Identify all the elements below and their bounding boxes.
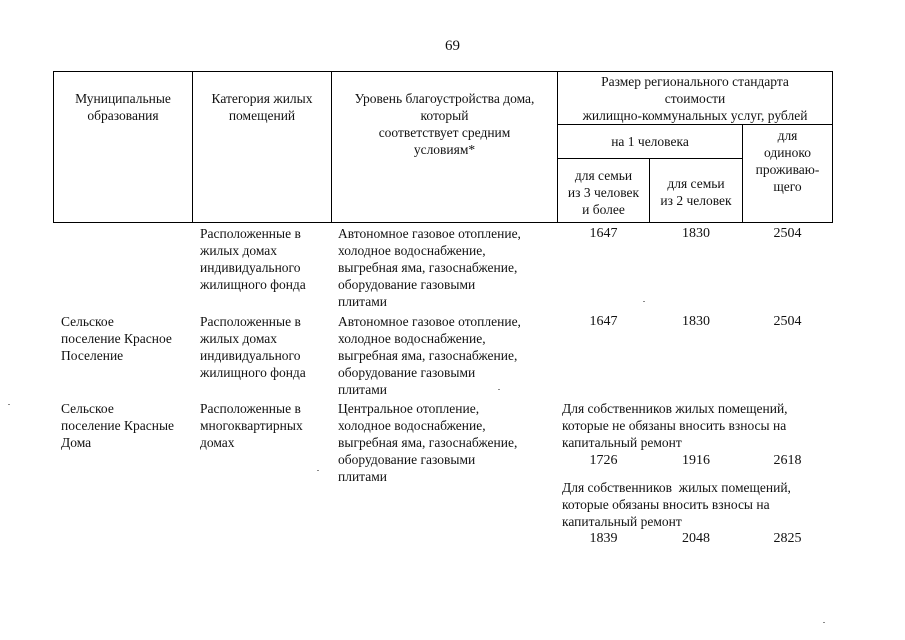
note-line: Для собственников жилых помещений, (562, 401, 788, 416)
cell-line: выгребная яма, газоснабжение, (338, 435, 518, 450)
row2-municipality (61, 313, 196, 364)
cell-line: плитами (338, 294, 388, 309)
subheader-border (557, 124, 833, 125)
row1-level (338, 225, 558, 310)
cell-line: оборудование газовыми (338, 452, 476, 467)
cell-line: Расположенные в (200, 314, 301, 329)
scan-speck (643, 301, 645, 302)
row3a-value-family2: 1916 (682, 453, 710, 468)
header-municipality (54, 90, 192, 124)
header-family2 (650, 175, 742, 209)
header-level (332, 90, 557, 158)
note-line: капитальный ремонт (562, 435, 682, 450)
row2-value-family2: 1830 (682, 314, 710, 329)
header-line: одиноко (763, 145, 812, 160)
cell-line: Сельское (61, 314, 114, 329)
header-line: который (420, 108, 469, 123)
header-per-person: на 1 человека (611, 134, 689, 149)
row3b-value-family3: 1839 (589, 531, 618, 546)
cell-line: жилищного фонда (200, 277, 306, 292)
row2-category (200, 313, 330, 381)
header-standard-group (558, 73, 832, 124)
row1-value-family2: 1830 (682, 226, 710, 241)
header-line: из 2 человек (660, 193, 732, 208)
scan-speck (317, 470, 319, 471)
header-line: жилищно-коммунальных услуг, рублей (582, 108, 808, 123)
cell-line: выгребная яма, газоснабжение, (338, 348, 518, 363)
row3a-value-alone: 2618 (773, 453, 802, 468)
header-line: помещений (228, 108, 296, 123)
table-top-border (53, 71, 833, 72)
header-line: образования (87, 108, 159, 123)
cell-line: поселение Красное (61, 331, 172, 346)
header-line: для семьи (667, 176, 725, 191)
cell-line: оборудование газовыми (338, 277, 476, 292)
header-line: условиям* (413, 142, 476, 157)
scan-speck (8, 404, 10, 405)
header-line: Муниципальные (75, 91, 171, 106)
cell-line: индивидуального (200, 348, 301, 363)
page-number: 69 (445, 38, 460, 54)
cell-line: жилищного фонда (200, 365, 306, 380)
row2-value-alone: 2504 (773, 314, 802, 329)
cell-line: плитами (338, 382, 388, 397)
row3-note-no-capital-repair (562, 400, 842, 451)
table-right-border (832, 71, 833, 223)
header-line: Размер регионального стандарта (601, 74, 789, 89)
row3-level (338, 400, 558, 485)
row3b-value-family2: 2048 (682, 531, 710, 546)
row3-note-capital-repair (562, 479, 842, 530)
row3-category (200, 400, 330, 451)
table-header-bottom-border (53, 222, 833, 223)
header-line: стоимости (664, 91, 726, 106)
cell-line: домах (200, 435, 235, 450)
cell-line: многоквартирных (200, 418, 303, 433)
cell-line: холодное водоснабжение, (338, 418, 486, 433)
cell-line: поселение Красные (61, 418, 175, 433)
header-line: для семьи (574, 168, 633, 183)
cell-line: Сельское (61, 401, 114, 416)
row3b-value-alone: 2825 (773, 531, 802, 546)
scan-speck (498, 389, 500, 390)
cell-line: индивидуального (200, 260, 301, 275)
cell-line: Автономное газовое отопление, (338, 314, 521, 329)
header-line: проживаю- (755, 162, 820, 177)
header-line: Уровень благоустройства дома, (354, 91, 535, 106)
row3a-value-family3: 1726 (589, 453, 618, 468)
cell-line: жилых домах (200, 243, 278, 258)
row3-municipality (61, 400, 196, 451)
row1-value-family3: 1647 (589, 226, 618, 241)
cell-line: Поселение (61, 348, 124, 363)
cell-line: Дома (61, 435, 92, 450)
cell-line: Автономное газовое отопление, (338, 226, 521, 241)
header-category (193, 90, 331, 124)
cell-line: выгребная яма, газоснабжение, (338, 260, 518, 275)
cell-line: жилых домах (200, 331, 278, 346)
cell-line: холодное водоснабжение, (338, 331, 486, 346)
cell-line: оборудование газовыми (338, 365, 476, 380)
cell-line: холодное водоснабжение, (338, 243, 486, 258)
header-line: и более (582, 202, 625, 217)
row1-category (200, 225, 330, 293)
header-line: Категория жилых (211, 91, 313, 106)
header-line: соответствует средним (378, 125, 511, 140)
header-alone (743, 127, 832, 195)
cell-line: Расположенные в (200, 401, 301, 416)
header-line: щего (773, 179, 802, 194)
row2-value-family3: 1647 (589, 314, 618, 329)
note-line: которые обязаны вносить взносы на (562, 497, 770, 512)
row2-level (338, 313, 558, 398)
cell-line: плитами (338, 469, 388, 484)
note-line: Для собственников жилых помещений, (562, 480, 791, 495)
note-line: которые не обязаны вносить взносы на (562, 418, 787, 433)
cell-line: Расположенные в (200, 226, 301, 241)
header-line: для (777, 128, 798, 143)
note-line: капитальный ремонт (562, 514, 682, 529)
header-family3 (558, 167, 649, 218)
cell-line: Центральное отопление, (338, 401, 480, 416)
row1-value-alone: 2504 (773, 226, 802, 241)
scan-speck (823, 622, 825, 623)
header-line: из 3 человек (567, 185, 640, 200)
